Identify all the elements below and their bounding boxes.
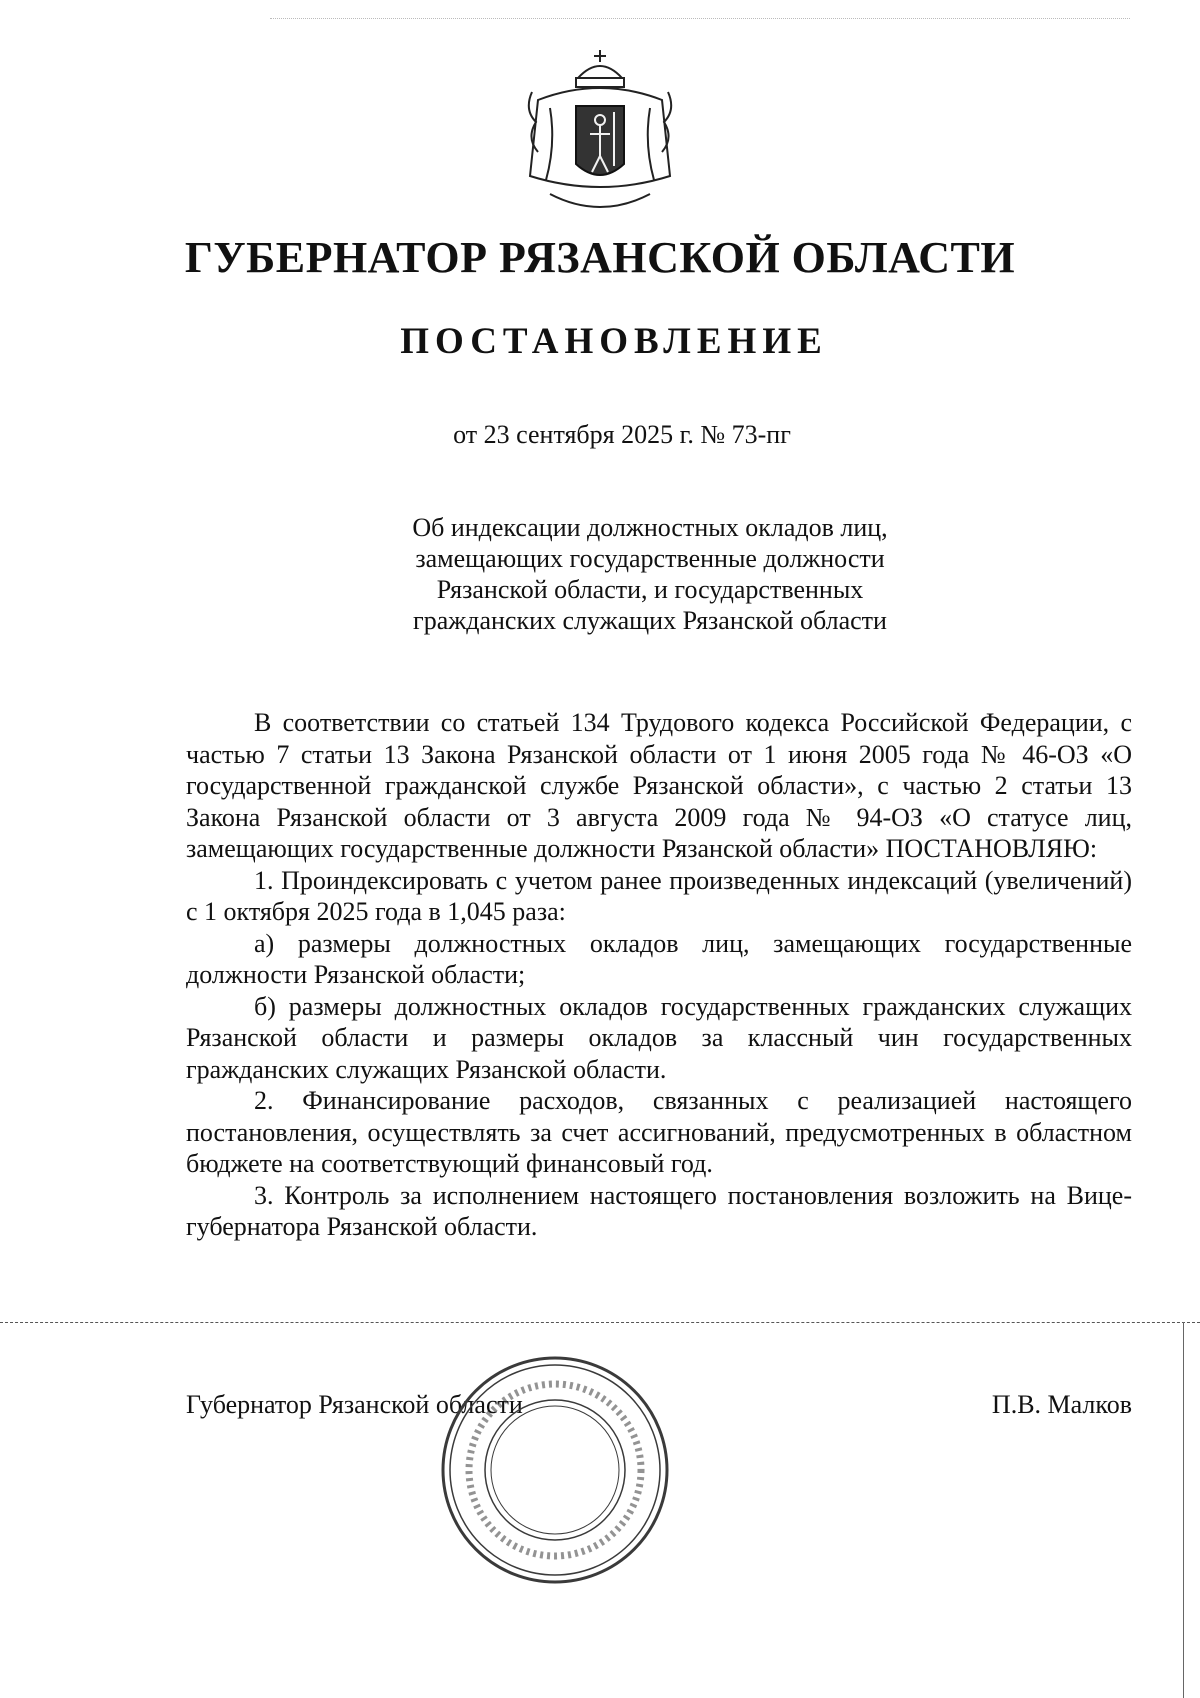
document-date-number: от 23 сентября 2025 г. № 73-пг <box>453 420 791 449</box>
clause-1b: б) размеры должностных окладов государственных гражданских служащих Рязанской области и размеры окладов за классный чин государственных гражданских служащих Рязанской области. <box>186 991 1132 1084</box>
document-type: ПОСТАНОВЛЕНИЕ <box>400 321 828 362</box>
coat-of-arms-icon <box>520 48 680 222</box>
subject-line: Об индексации должностных окладов лиц, <box>412 513 888 542</box>
clause-1: 1. Проиндексировать с учетом ранее произведенных индексаций (увеличений) с 1 октября 2025 года в 1,045 раза: <box>186 865 1132 926</box>
issuing-authority: ГУБЕРНАТОР РЯЗАНСКОЙ ОБЛАСТИ <box>184 233 1016 282</box>
page-edge-line <box>1183 1322 1184 1698</box>
scan-artifact-line <box>270 18 1130 19</box>
subject-line: замещающих государственные должности <box>415 544 885 573</box>
clause-3: 3. Контроль за исполнением настоящего постановления возложить на Вице-губернатора Рязанской области. <box>186 1180 1132 1241</box>
document-subject <box>380 512 920 636</box>
official-seal-icon <box>437 1352 673 1588</box>
document-body <box>186 707 1132 1243</box>
clause-1a: а) размеры должностных окладов лиц, замещающих государственные должности Рязанской области; <box>186 928 1132 989</box>
signer-title: Губернатор Рязанской области <box>186 1390 523 1419</box>
clause-2: 2. Финансирование расходов, связанных с реализацией настоящего постановления, осуществлять за счет ассигнований, предусмотренных в областном бюджете на соответствующий финансовый год. <box>186 1086 1132 1178</box>
divider-dashed-line <box>0 1322 1200 1323</box>
subject-line: Рязанской области, и государственных <box>436 575 864 604</box>
subject-line: гражданских служащих Рязанской области <box>413 606 887 635</box>
preamble-paragraph: В соответствии со статьей 134 Трудового кодекса Российской Федерации, с частью 7 статьи 13 Закона Рязанской области от 1 июня 2005 года № 46-ОЗ «О государственной гражданской службе Рязанской области», с частью 2 статьи 13 Закона Рязанской области от 3 августа 2009 года № 94-ОЗ «О статусе лиц, замещающих государственные должности Рязанской области» ПОСТАНОВЛЯЮ: <box>186 708 1132 863</box>
signer-name: П.В. Малков <box>991 1390 1132 1419</box>
